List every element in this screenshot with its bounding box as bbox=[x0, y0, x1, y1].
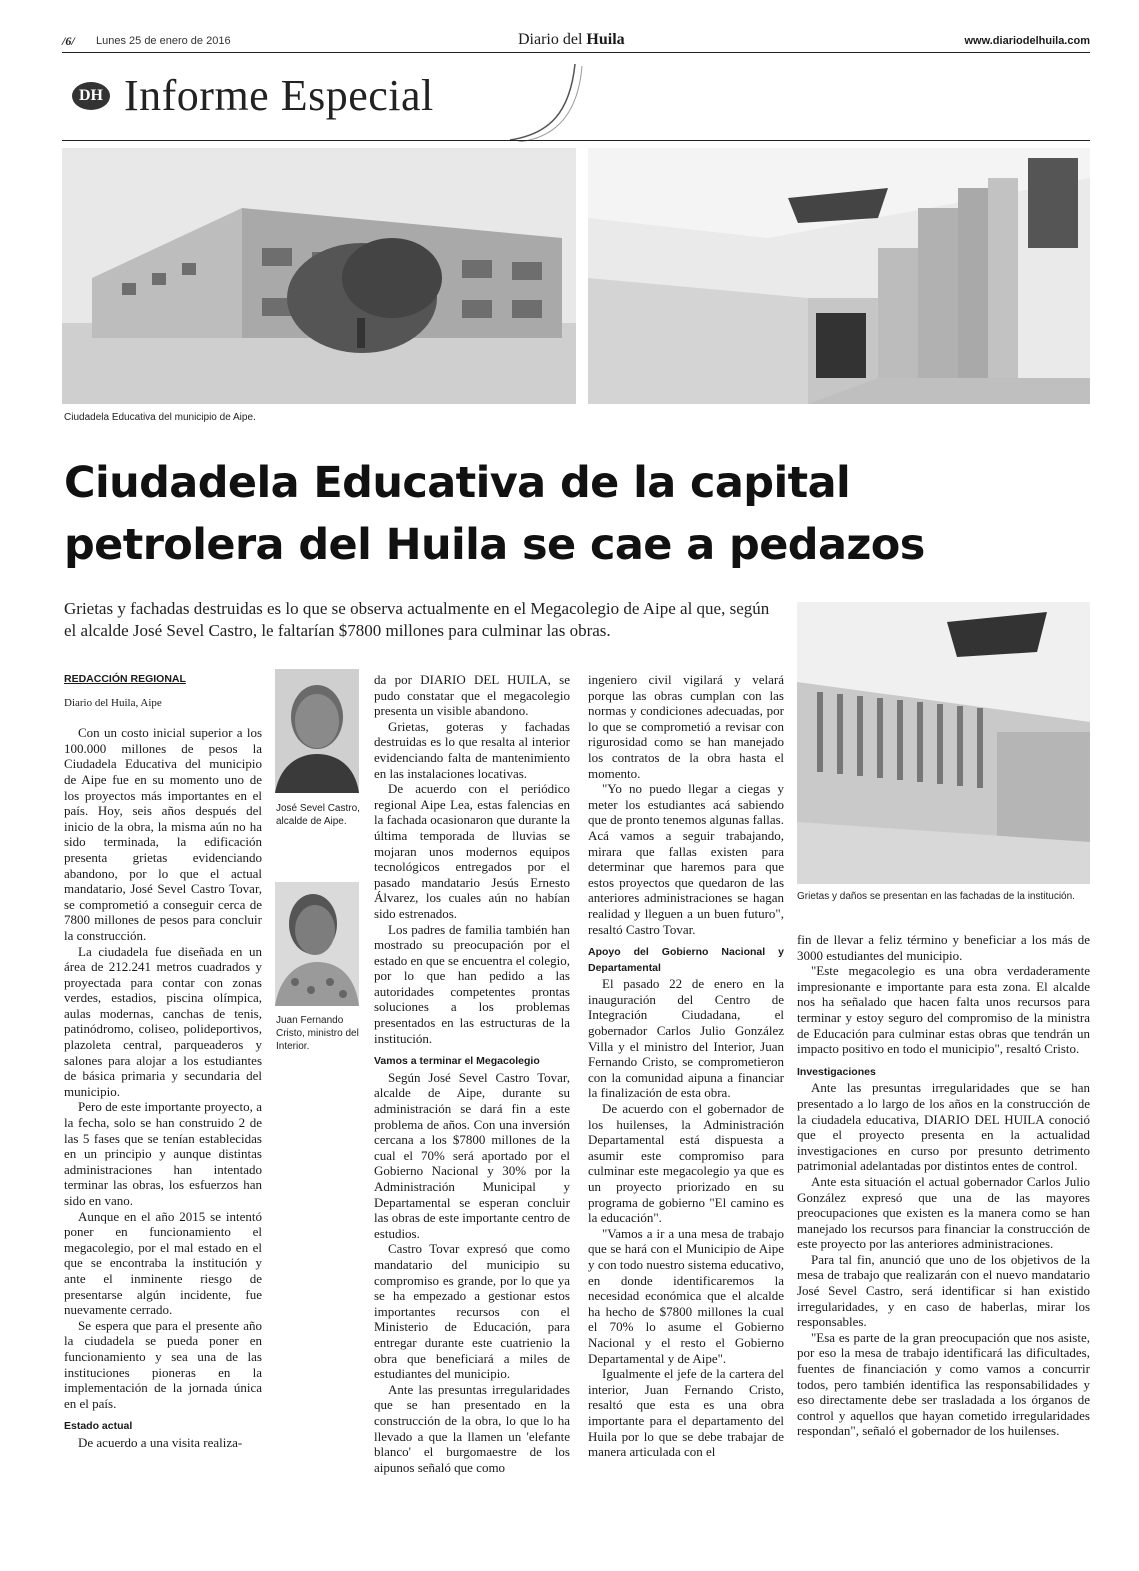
paragraph: fin de llevar a feliz término y beneficiar a los más de 3000 estudiantes del municipio. bbox=[797, 932, 1090, 963]
paragraph: De acuerdo a una visita realiza- bbox=[78, 1434, 243, 1450]
paragraph: Los padres de familia también han mostrado su preocupación por el estado en que se encuentra el colegio, por lo que han pedido a las autoridades competentes prontas soluciones a los problemas presentados en las estructuras de la institución. bbox=[374, 921, 570, 1046]
paragraph: La ciudadela fue diseñada en un área de 212.241 metros cuadrados y proyectada para contar con zonas verdes, estadios, piscina olímpica, aulas modernas, canchas de tenis, patinódromo, coliseo, polideportivos, plazoleta central, parqueaderos y salones para alojar a los estudiantes de básica primaria y secundaria del municipio. bbox=[64, 943, 262, 1099]
dateline: Diario del Huila, Aipe bbox=[64, 696, 162, 709]
damage-photo bbox=[797, 602, 1090, 884]
portrait-juan-fernando-cristo bbox=[275, 882, 359, 1006]
page-header bbox=[62, 31, 1090, 50]
website-url: www.diariodelhuila.com bbox=[964, 35, 1090, 47]
subheading-vamos: Vamos a terminar el Megacolegio bbox=[374, 1055, 540, 1068]
paragraph: Igualmente el jefe de la cartera del interior, Juan Fernando Cristo, resaltó que esta es una obra importante para el departamento del Huila por lo que se debe trabajar de manera articulada con el bbox=[588, 1366, 784, 1460]
paragraph: Ante las presuntas irregularidades que se han presentado en la construcción de la obra, lo que lo ha llevado a que la llamen un 'elefante blanco' el burgomaestre de los aipunos señaló que como bbox=[374, 1381, 570, 1475]
paragraph: "Vamos a ir a una mesa de trabajo que se hará con el Municipio de Aipe y con todo nuestro sistema educativo, en donde identificaremos la necesidad económica que el alcalde ha hecho de $7800 millones la cual el 70% lo asume el Gobierno Nacional y el resto el Gobierno Departamental y de Aipe". bbox=[588, 1225, 784, 1366]
headline-line-2: petrolera del Huila se cae a pedazos bbox=[64, 520, 925, 570]
section-rule bbox=[62, 140, 1090, 141]
portrait-caption-2: Juan Fernando Cristo, ministro del Interior. bbox=[276, 1015, 359, 1052]
paragraph: El pasado 22 de enero en la inauguración del Centro de Integración Ciudadana, el gobernador Carlos Julio González Villa y el ministro del Interior, Juan Fernando Cristo, se comprometieron con la comunidad aipuna a financiar la finalización de esta obra. bbox=[588, 976, 784, 1101]
paragraph: "Este megacolegio es una obra verdaderamente impresionante e importante para esta zona. El alcalde nos ha señalado que hacen falta unos recursos para terminar y estoy seguro del compromiso de la ministra de Educación para culminar estas obras que tendrán un impacto positivo en todo el municipio", resaltó Cristo. bbox=[797, 963, 1090, 1057]
building-photo bbox=[62, 148, 576, 404]
corridor-photo bbox=[588, 148, 1090, 404]
paragraph: Aunque en el año 2015 se intentó poner en funcionamiento el megacolegio, por el mal estado en el que se encontraba la institución y ante el inminente riesgo de presentarse algún incidente, fue nuevamente cerrado. bbox=[64, 1208, 262, 1318]
section-title: Informe Especial bbox=[124, 71, 434, 120]
portrait-jose-sevel-castro bbox=[275, 669, 359, 793]
paragraph: ingeniero civil vigilará y velará porque las obras cumplan con las normas y condiciones adecuadas, por lo que se comprometió a revisar con rigurosidad como se han manejado los contratos de la obra hasta el momento. bbox=[588, 672, 784, 781]
headline bbox=[64, 452, 1094, 576]
column-4 bbox=[797, 932, 1090, 1439]
paragraph: Ante las presuntas irregularidades que se han presentado a lo largo de los años en la construcción de la ciudadela educativa, DIARIO DEL HUILA conoció que el proyecto presenta en la actualidad investigaciones en curso por presunto detrimento patrimonial adelantadas por distintos entes de control. bbox=[797, 1080, 1090, 1174]
paragraph: Según José Sevel Castro Tovar, alcalde de Aipe, durante su administración se dará fin a este problema de años. Con una inversión cercana a los $7800 millones de la cual el 70% será aportado por el Gobierno Nacional y 30% por la Administración Municipal y Departamental se esperan concluir las obras de este importante centro de estudios. bbox=[374, 1069, 570, 1241]
subheading-estado: Estado actual bbox=[64, 1420, 133, 1433]
paragraph: Para tal fin, anunció que uno de los objetivos de la mesa de trabajo que realizarán con el nuevo mandatario José Sevel Castro, será identificar si han existido irregularidades, y en caso de haberlas, mirar los responsables. bbox=[797, 1251, 1090, 1330]
column-3 bbox=[588, 672, 784, 1460]
column-1 bbox=[64, 672, 262, 1451]
paragraph: da por DIARIO DEL HUILA, se pudo constatar que el megacolegio presenta un visible abandono. bbox=[374, 672, 570, 719]
subheading-apoyo: Apoyo del Gobierno Nacional y Departamental bbox=[588, 946, 784, 974]
newspaper-name: Diario del Huila bbox=[518, 31, 625, 48]
paragraph: Castro Tovar expresó que como mandatario del municipio su compromiso es grande, por lo que ya se ha empezado a gestionar estos importantes recursos con el Ministerio de Educación, para entregar durante este cuatrienio la obra que beneficiará a miles de estudiantes del municipio. bbox=[374, 1241, 570, 1382]
page-number: /6/ bbox=[62, 34, 75, 48]
paragraph: Ante esta situación el actual gobernador Carlos Julio González expresó que una de las mayores preocupaciones que existen es la manera como se han manejado los recursos para financiar la construcción de este proyecto por las anteriores administraciones. bbox=[797, 1173, 1090, 1252]
header-rule bbox=[62, 52, 1090, 53]
byline: REDACCIÓN REGIONAL bbox=[64, 673, 186, 685]
paragraph: Con un costo inicial superior a los 100.000 millones de pesos la Ciudadela Educativa del municipio de Aipe fue en su momento uno de los proyectos más importantes en el país. Hoy, seis años después del inicio de la obra, la misma aún no ha sido terminada, la edificación presenta grietas evidenciando abandono, por lo que el actual mandatario, José Sevel Castro Tovar, se comprometió a conseguir cerca de 7800 millones de pesos para concluir la construcción. bbox=[64, 725, 262, 943]
subheading-investigaciones: Investigaciones bbox=[797, 1065, 876, 1078]
paragraph: Grietas, goteras y fachadas destruidas es lo que resalta al interior evidenciando falta de mantenimiento en las instalaciones locativas. bbox=[374, 718, 570, 781]
paragraph: "Yo no puedo llegar a ciegas y meter los estudiantes acá sabiendo que de pronto tenemos algunas fallas. Acá vamos a seguir trabajando, mirara que fallas existen para determinar que haremos para que estos proyectos que quedaron de las anteriores administraciones se hagan realidad y lleguen a un buen futuro", resaltó Castro Tovar. bbox=[588, 781, 784, 937]
paragraph: De acuerdo con el periódico regional Aipe Lea, estas falencias en la fachada ocasionaron que durante la última temporada de lluvias se mojaran unos modernos equipos tecnológicos entregados por el pasado mandatario Jesús Ernesto Álvarez, los cuales aún no habían sido estrenados. bbox=[374, 781, 570, 921]
top-photo-caption: Ciudadela Educativa del municipio de Aipe. bbox=[64, 412, 256, 423]
dh-logo: DH bbox=[72, 82, 110, 110]
issue-date: Lunes 25 de enero de 2016 bbox=[96, 35, 231, 47]
paragraph: "Esa es parte de la gran preocupación que nos asiste, por eso la mesa de trabajo identificará las dificultades, fuentes de financiación y como vamos a concurrir todos, pero también identifica las responsabilidades y eso directamente debe ser trasladada a los órganos de control y aquellos que hayan cometido irregularidades respondan", señaló el gobernador de los huilenses. bbox=[797, 1329, 1090, 1439]
paragraph: Pero de este importante proyecto, a la fecha, solo se han construido 2 de las 5 fases que se tenían establecidas en un principio y aunque distintas administraciones han intentado terminar las obras, los esfuerzos han sido en vano. bbox=[64, 1099, 262, 1208]
swoosh-decoration bbox=[490, 62, 590, 142]
headline-line-1: Ciudadela Educativa de la capital bbox=[64, 458, 851, 508]
deck-summary: Grietas y fachadas destruidas es lo que se observa actualmente en el Megacolegio de Aipe al que, según el alcalde José Sevel Castro, le faltarían $7800 millones para culminar las obras. bbox=[64, 599, 770, 640]
paragraph: Se espera que para el presente año la ciudadela se pueda poner en funcionamiento y sea una de las instituciones pioneras en la implementación de la jornada única en el país. bbox=[64, 1317, 262, 1411]
portrait-caption-1: José Sevel Castro, alcalde de Aipe. bbox=[276, 803, 360, 827]
right-photo-caption: Grietas y daños se presentan en las fachadas de la institución. bbox=[797, 891, 1075, 902]
paragraph: De acuerdo con el gobernador de los huilenses, la Administración Departamental está dispuesta a asumir este compromiso para culminar este megacolegio ya que es un proyecto priorizado en su programa de gobierno "El camino es la educación". bbox=[588, 1101, 784, 1226]
column-2 bbox=[374, 672, 570, 1475]
